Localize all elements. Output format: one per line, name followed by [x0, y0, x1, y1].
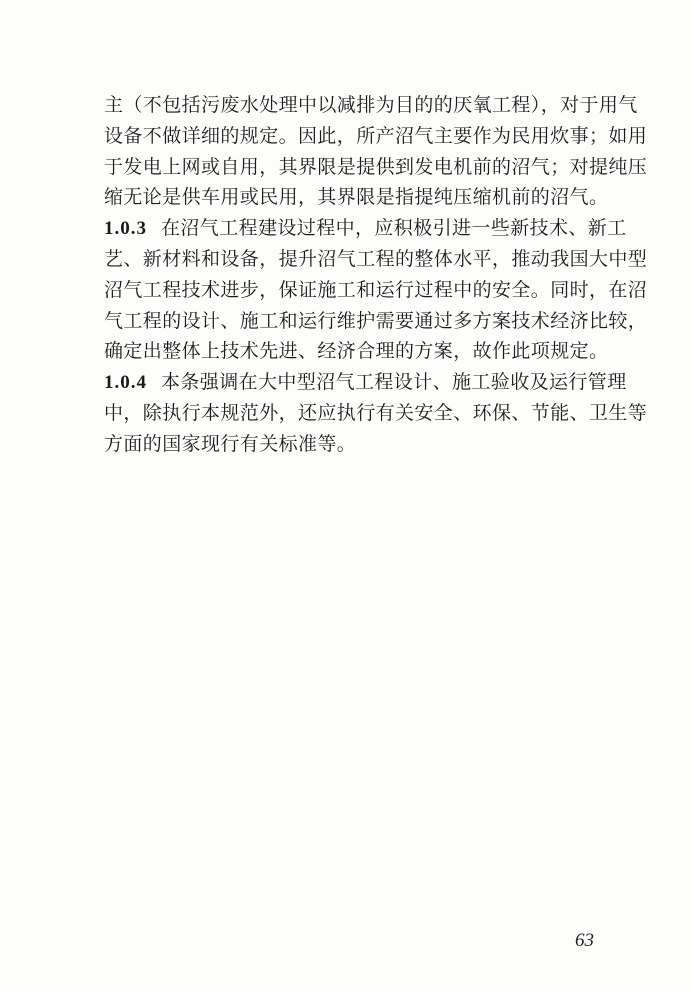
- line-text: 于发电上网或自用，其界限是提供到发电机前的沼气；对提纯压: [104, 155, 648, 178]
- clause-number: 1.0.3: [104, 218, 147, 240]
- line-text: 本条强调在大中型沼气工程设计、施工验收及运行管理: [161, 371, 627, 394]
- clause-line: [104, 367, 627, 398]
- text-line: [104, 275, 648, 306]
- line-text: 中，除执行本规范外，还应执行有关安全、环保、节能、卫生等: [104, 401, 648, 424]
- line-text: 设备不做详细的规定。因此，所产沼气主要作为民用炊事；如用: [104, 124, 648, 147]
- line-text: 沼气工程技术进步，保证施工和运行过程中的安全。同时，在沼: [104, 278, 648, 301]
- text-line: [104, 306, 648, 337]
- line-text: 缩无论是供车用或民用，其界限是指提纯压缩机前的沼气。: [104, 186, 609, 209]
- body-text: [104, 90, 648, 460]
- text-line: [104, 152, 648, 183]
- line-text: 主（不包括污废水处理中以减排为目的的厌氧工程），对于用气: [104, 94, 638, 116]
- text-line: [104, 182, 624, 213]
- text-line: [104, 336, 624, 367]
- text-line: [104, 121, 648, 152]
- line-text: 确定出整体上技术先进、经济合理的方案，故作此项规定。: [104, 340, 609, 363]
- line-text: 在沼气工程建设过程中，应积极引进一些新技术、新工: [161, 217, 627, 240]
- line-text: 方面的国家现行有关标准等。: [104, 432, 357, 455]
- text-line: [104, 244, 648, 275]
- text-line: [104, 90, 638, 121]
- text-line: [104, 429, 624, 460]
- clause-line: [104, 213, 627, 244]
- line-text: 艺、新材料和设备，提升沼气工程的整体水平，推动我国大中型: [104, 247, 648, 270]
- text-line: [104, 398, 648, 429]
- clause-number: 1.0.4: [104, 372, 147, 394]
- page-number: 63: [575, 930, 594, 951]
- line-text: 气工程的设计、施工和运行维护需要通过多方案技术经济比较，: [104, 309, 648, 332]
